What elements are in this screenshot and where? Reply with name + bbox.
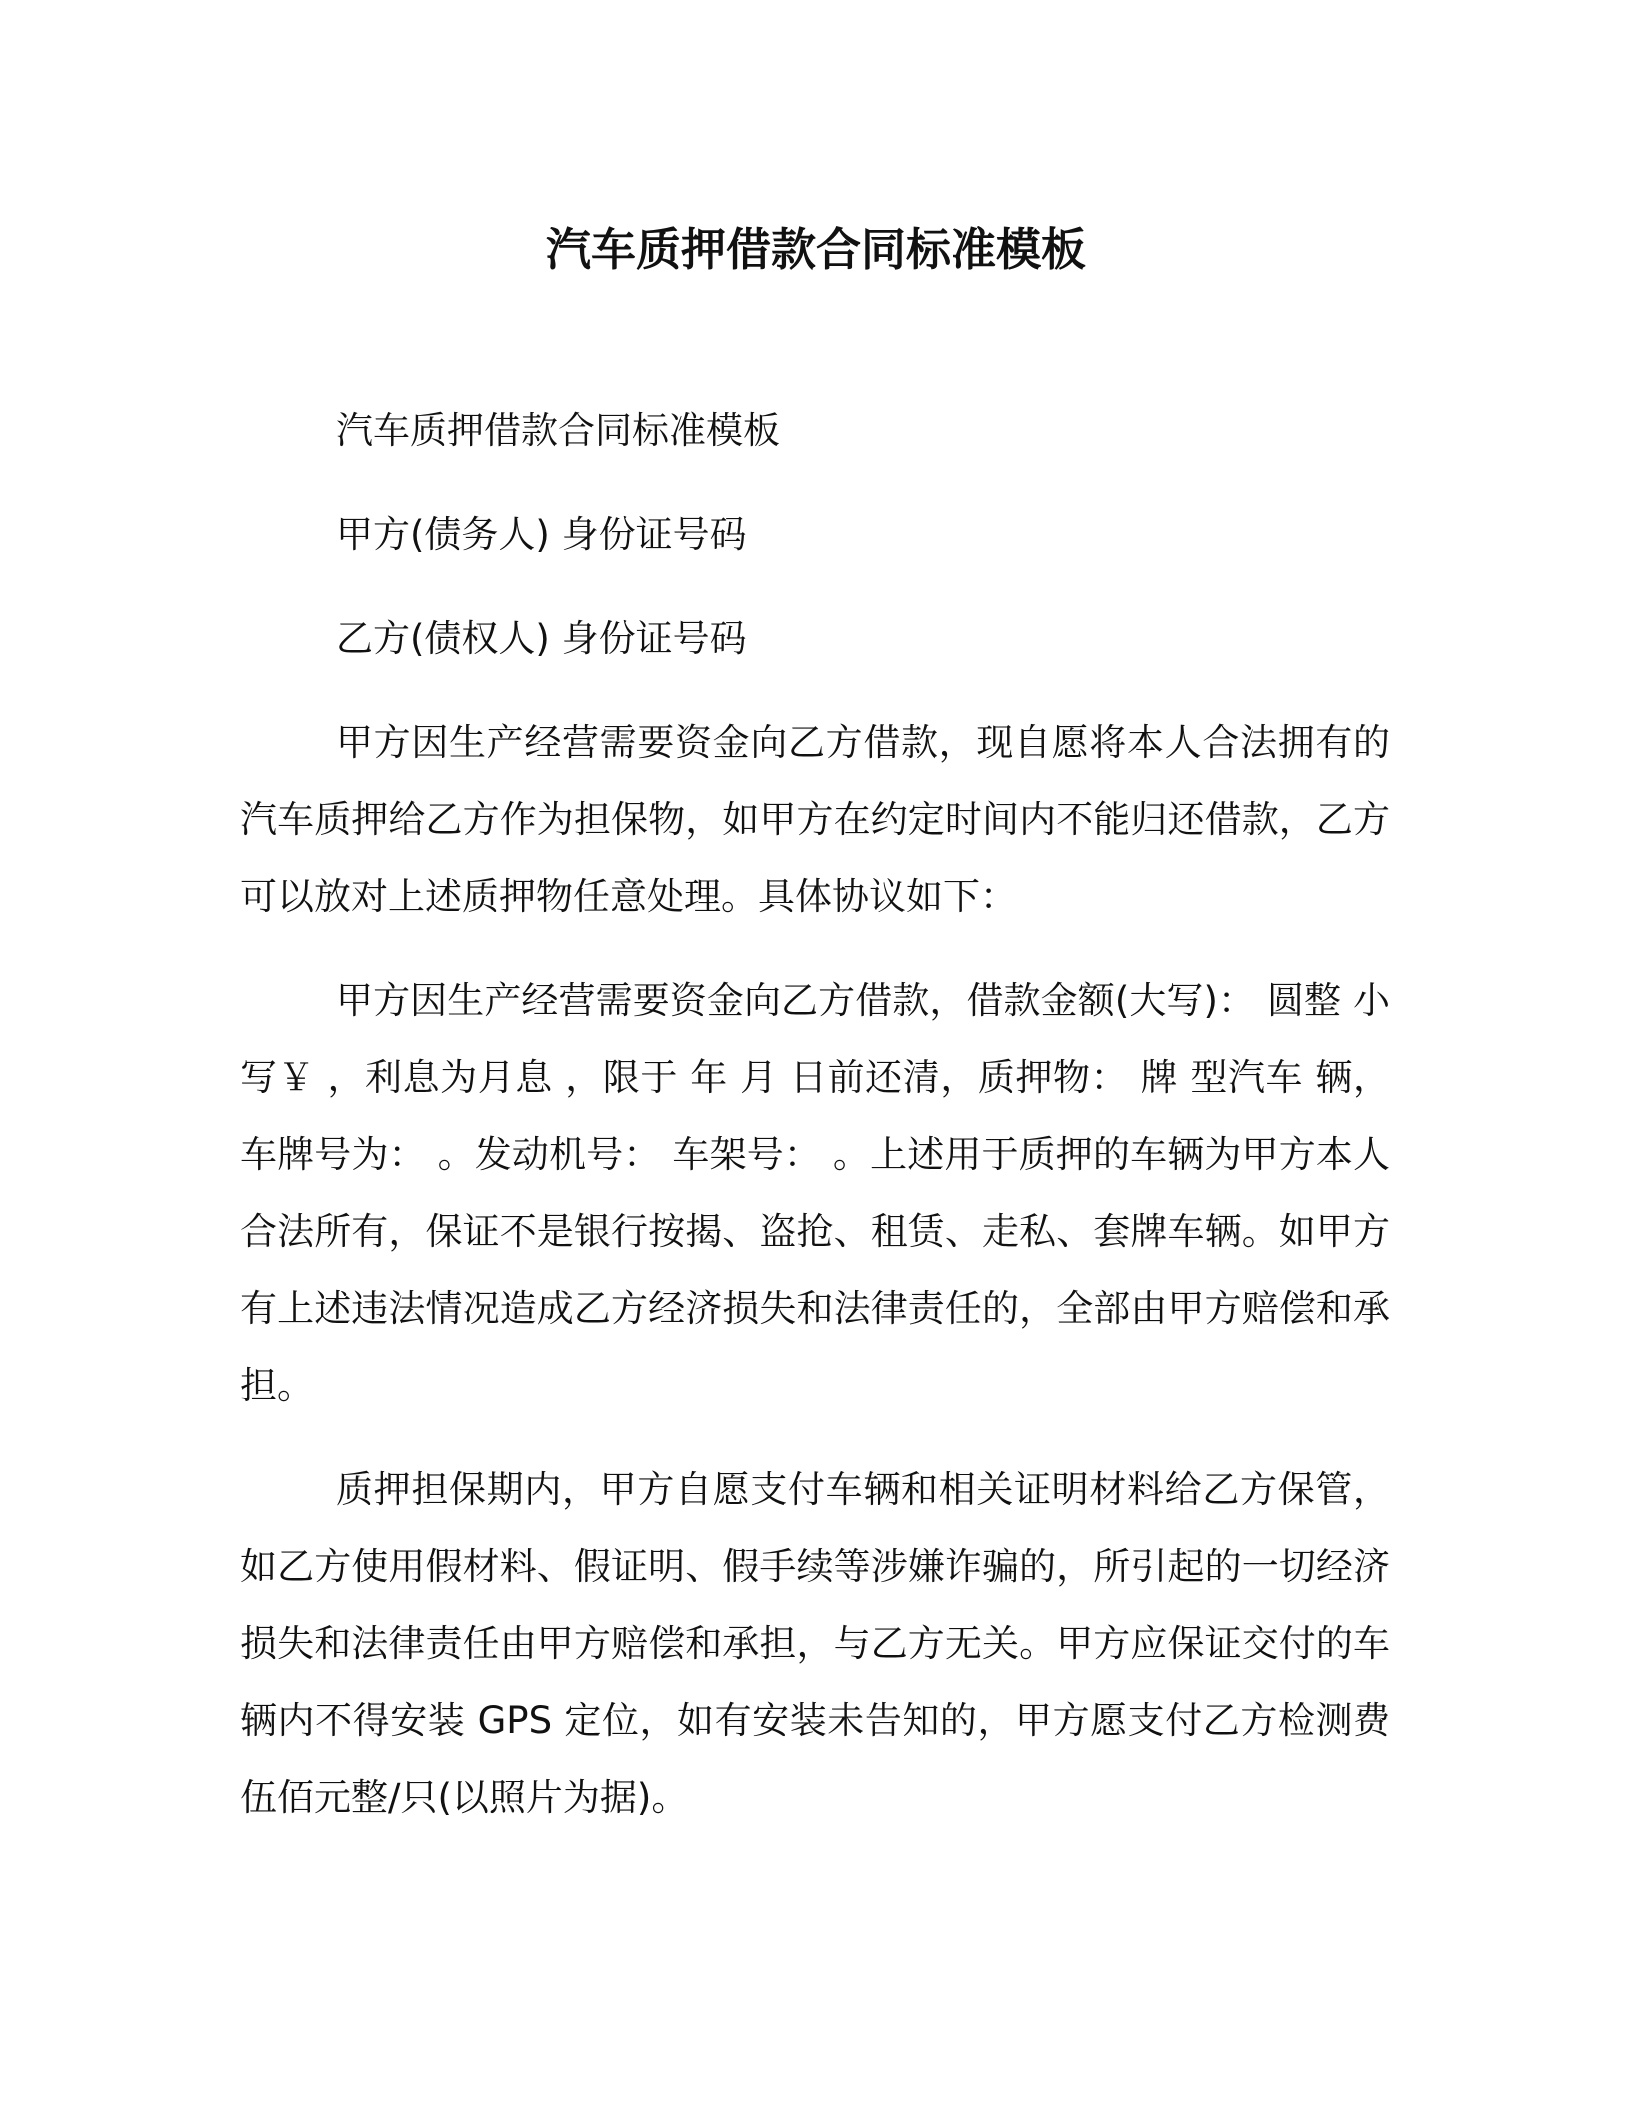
document-body — [240, 392, 1390, 1863]
paragraph-preamble: 甲方因生产经营需要资金向乙方借款，现自愿将本人合法拥有的汽车质押给乙方作为担保物，如甲方在约定时间内不能归还借款，乙方可以放对上述质押物任意处理。具体协议如下： — [240, 721, 1390, 918]
paragraph-party-b: 乙方(债权人) 身份证号码 — [336, 617, 747, 660]
paragraph-party-a: 甲方(债务人) 身份证号码 — [336, 513, 747, 556]
paragraph-subtitle: 汽车质押借款合同标准模板 — [336, 409, 780, 452]
paragraph-loan-terms: 甲方因生产经营需要资金向乙方借款，借款金额(大写)： 圆整 小写￥ ，利息为月息 ，限于 年 月 日前还清，质押物： 牌 型汽车 辆，车牌号为： 。发动机号： 车架号： 。上述用于质押的车辆为甲方本人合法所有，保证不是银行按揭、盗抢、租赁、走私、套牌车辆。如甲方有上述违法情况造成乙方经济损失和法律责任的，全部由甲方赔偿和承担。 — [240, 979, 1390, 1407]
paragraph-custody-terms: 质押担保期内，甲方自愿支付车辆和相关证明材料给乙方保管，如乙方使用假材料、假证明、假手续等涉嫌诈骗的，所引起的一切经济损失和法律责任由甲方赔偿和承担，与乙方无关。甲方应保证交付的车辆内不得安装 GPS 定位，如有安装未告知的，甲方愿支付乙方检测费伍佰元整/只(以照片为据)。 — [240, 1468, 1390, 1819]
document-title: 汽车质押借款合同标准模板 — [545, 223, 1086, 276]
